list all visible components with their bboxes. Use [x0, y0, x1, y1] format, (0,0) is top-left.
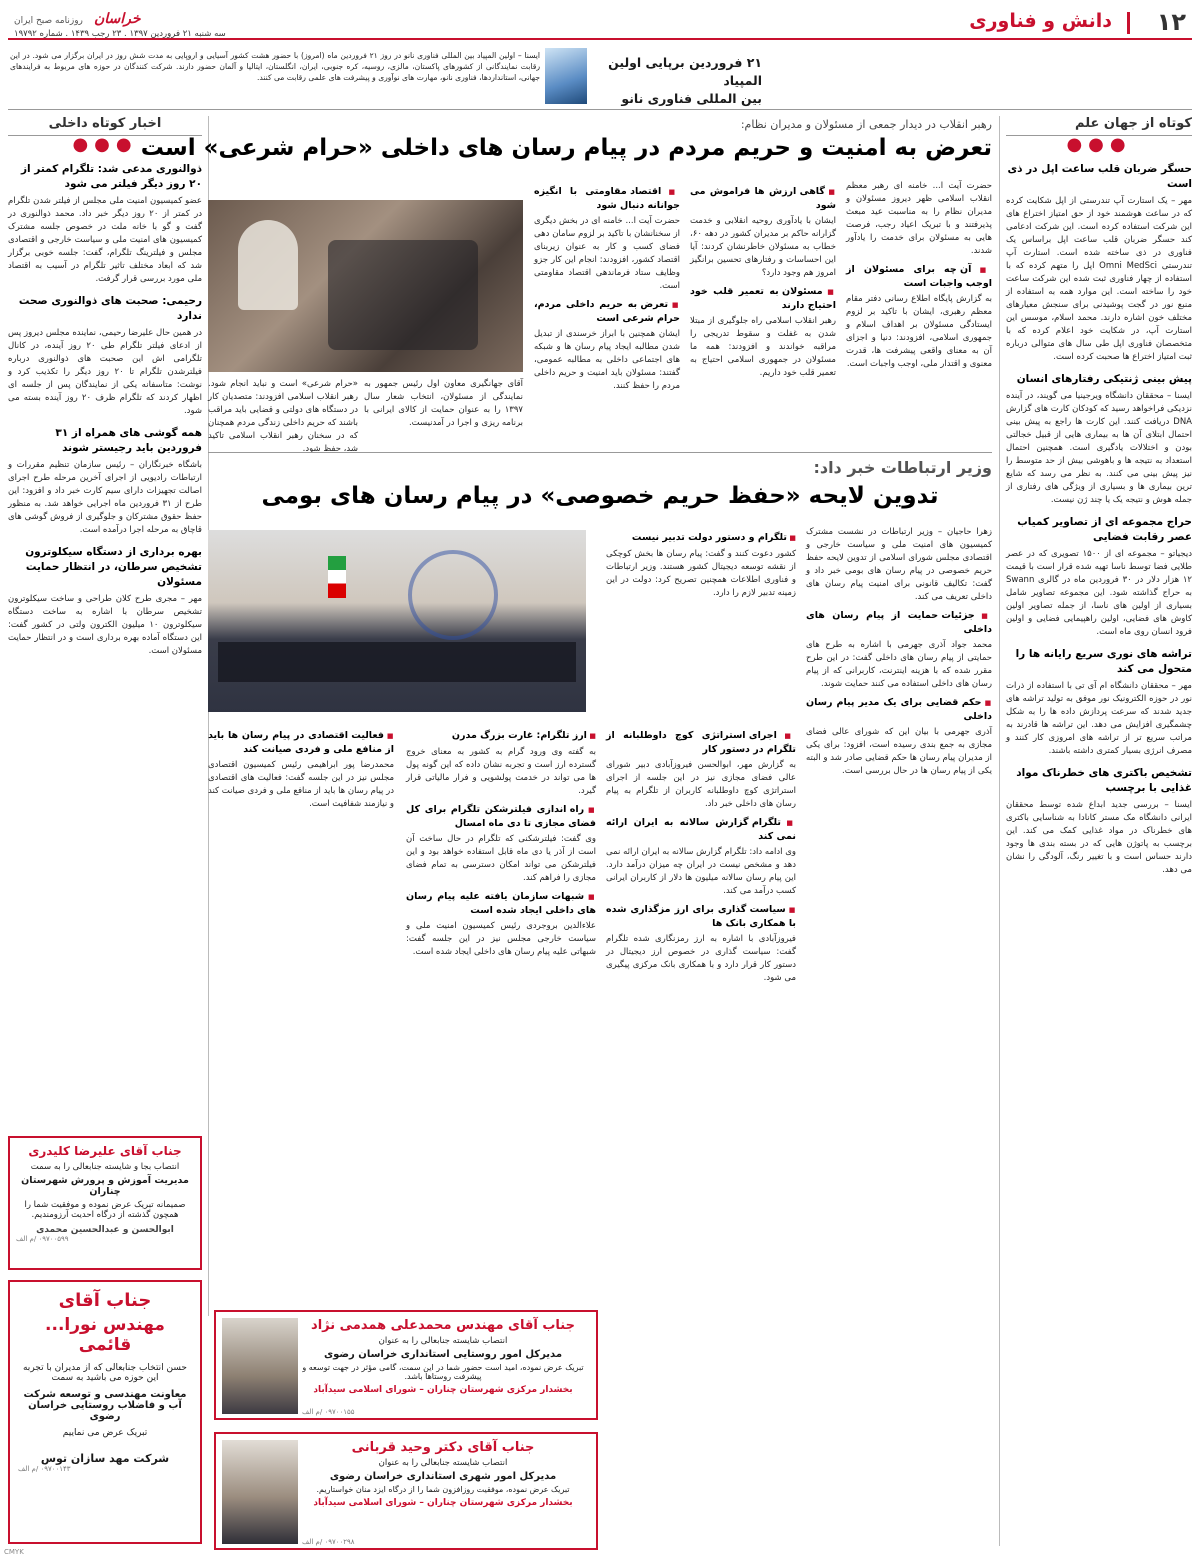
- portrait-photo: [222, 1440, 298, 1544]
- masthead: [14, 8, 254, 39]
- list-item: تراشه های نوری سریع رایانه ها را متحول می کند مهر – محققان دانشگاه ام آی تی با استفاده از ذرات نور در حوزه الکترونیک نور موفق به تولید تراشه های جدید شدند که سرعت پردازش داده ها را به شکل چشمگیری افزایش می دهد. این تراشه ها قادرند به مراتب سریع تر از تراشه های امروزی کار کنند و مصرف انرژی بسیار کمتری داشته باشند.: [1006, 648, 1192, 756]
- second-col-d: ■ تلگرام و دستور دولت تدبیر نیست کشور دعوت کنند و گفت: پیام رسان ها بخش کوچکی از نقشه توسعه دیجیتال کشور هستند. وزیر ارتباطات و فناوری اطلاعات همچنین تصریح کرد: دولت در این زمینه تدبیر لازم را دارد.: [606, 526, 796, 603]
- congrats-ad-hamdami: جناب آقای مهندس محمدعلی همدمی نژاد انتصاب شایسته جنابعالی را به عنوان مدیرکل امور روستایی استانداری خراسان رضوی تبریک عرض نموده، امید است حضور شما در این سمت، گامی مؤثر در جهت توسعه و پیشرفت روستاها باشد. بخشدار مرکزی شهرستان چناران – شورای اسلامی سیدآباد ۰۹۷۰۰۱۵۵ /م الف: [214, 1310, 598, 1420]
- science-briefs: [1006, 116, 1192, 1556]
- header-divider: [1127, 12, 1130, 34]
- second-col-e: ■ فعالیت اقتصادی در پیام رسان ها باید از منافع ملی و فردی صیانت کند محمدرضا پور ابراهیمی رئیس کمیسیون اقتصادی مجلس نیز در این جلسه گفت: فعالیت های اقتصادی در پیام رسان ها باید از منافع ملی و فردی صیانت کند و نیازمند شفافیت است.: [208, 724, 394, 1284]
- top-news-title: ۲۱ فروردین برپایی اولین المپیاد بین المللی فناوری نانو: [608, 55, 762, 106]
- science-briefs-title: کوتاه از جهان علم: [1006, 116, 1192, 136]
- domestic-briefs: [8, 116, 202, 656]
- decor-dots: ●●●: [1066, 134, 1132, 155]
- list-item: همه گوشی های همراه از ۳۱ فروردین باید رجیستر شوند باشگاه خبرنگاران – رئیس سازمان تنظیم مقررات و ارتباطات رادیویی از اجرای آخرین مرحله طرح اجرای اصالت تجهیزات دارای سیم کارت خبر داد و افزود: این طرح از ۳۱ فروردین ماه اجرایی خواهد شد. به منظور حفظ حقوق مشترکان و جلوگیری از فروش گوشی های قاچاق به مرحله اجرا درآمده است.: [8, 427, 202, 535]
- congrats-ad-ghaemi: جناب آقای مهندس نورا... قائمی حسن انتخاب جنابعالی که از مدیران با تجربه این حوزه می باشید به سمت معاونت مهندسی و توسعه شرکت آب و فاضلاب روستایی خراسان رضوی تبریک عرض می نماییم شرکت مهد سازان توس ۰۹۷۰۰۱۴۳ /م الف: [8, 1280, 202, 1544]
- lead-col-2: ■ گاهی ارزش ها فراموش می شود ایشان با یادآوری روحیه انقلابی و خدمت گزارانه حاکم بر مدیران کشور در دهه ۶۰، خطاب به مسئولان خاطرنشان کردند: آیا این احساسات و رفتارهای تحسین برانگیز امروز هم وجود دارد؟ ■ مسئولان به تعمیر قلب خود احتیاج دارند رهبر انقلاب اسلامی راه جلوگیری از مبتلا شدن به غفلت و سقوط تدریجی را مراقبه خواندند و افزودند: همه ما مسئولان در جمهوری اسلامی احتیاج به تعمیر قلب خود داریم.: [690, 180, 836, 383]
- nano-lab-photo: [545, 48, 587, 104]
- date-line: سه شنبه ۲۱ فروردین ۱۳۹۷ . ۲۳ رجب ۱۴۳۹ . شماره ۱۹۷۹۲: [14, 29, 226, 39]
- lead-kicker: رهبر انقلاب در دیدار جمعی از مسئولان و مدیران نظام:: [740, 118, 992, 131]
- lead-caption-cont: «حرام شرعی» است و نباید انجام شود. رهبر انقلاب اسلامی افزودند: متصدیان کار در دستگاه های دولتی و قضایی باید مراقب باشند که حریم داخلی زندگی مردم همچنان که در سخنان رهبر انقلاب اسلامی تاکید شد، حفظ شود.: [208, 379, 358, 454]
- paper-tagline: روزنامه صبح ایران: [14, 16, 83, 26]
- list-item: بهره برداری از دستگاه سیکلوترون تشخیص سرطان، در انتظار حمایت مسئولان مهر – مجری طرح کلان طراحی و ساخت سیکلوترون تشخیص سرطان با اشاره به ساخت دستگاه سیکلوترون ۱۰ میلیون الکترون ولتی در کشور گفت: این دستگاه آماده بهره برداری است و در انتظار حمایت مسئولان است.: [8, 546, 202, 656]
- list-item: ذوالنوری مدعی شد: تلگرام کمتر از ۲۰ روز دیگر فیلتر می شود عضو کمیسیون امنیت ملی مجلس از فیلتر شدن تلگرام در کمتر از ۲۰ روز دیگر خبر داد. محمد ذوالنوری در گفت و گو با خانه ملت در خصوص جلسه مشترک کمیسیون های امنیت ملی و سیاست خارجی و اقتصادی مجلس و فیلترینگ تلگرام، گفت: جلسه خوبی برگزار شد که ابعاد مختلف تاثیر تلگرام در آسیب به اقتصاد ملی مورد بررسی قرار گرفت.: [8, 163, 202, 284]
- leader-meeting-photo: [208, 200, 523, 372]
- lead-col-3: ■ اقتصاد مقاومتی با انگیزه جوانانه دنبال شود حضرت آیت ا... خامنه ای در بخش دیگری از سخنانشان با تاکید بر لزوم سامان دهی فضای کسب و کار به عنوان زیربنای اقتصاد کشور، افزودند: انجام این کار جزو وظایف ستاد فرماندهی اقتصاد مقاومتی است. ■ تعرض به حریم داخلی مردم، حرام شرعی است ایشان همچنین با ابراز خرسندی از تبدیل شدن مطالبه ایجاد پیام رسان ها و شبکه های اجتماعی داخلی به مطالبه عمومی، گفتند: مسئولان باید امنیت و حریم داخلی مردم را حفظ کنند.: [534, 180, 680, 396]
- ministers-meeting-photo: [208, 530, 586, 712]
- decor-dots: ●●●: [72, 134, 138, 155]
- second-col-c: ■ ارز تلگرام: غارت بزرگ مدرن به گفته وی ورود گرام به کشور به معنای خروج گسترده ارز است و تجربه نشان داده که این گونه پول ها می تواند در خدمت پولشویی و فرار مالیاتی قرار گیرد. ■ راه اندازی فیلترشکن تلگرام برای کل فضای مجازی تا دی ماه امسال وی گفت: فیلترشکنی که تلگرام در حال ساخت آن است از آذر یا دی ماه قابل استفاده خواهد بود و این فیلترشکن می تواند امکان دسترسی به تمام فضای مجازی را فراهم کند. ■ شبهات سازمان یافته علیه پیام رسان های داخلی ایجاد شده است علاءالدین بروجردی رئیس کمیسیون امنیت ملی و سیاست خارجی مجلس نیز در این جلسه گفت: شبهاتی علیه پیام رسان های داخلی ایجاد شده است.: [406, 724, 596, 1284]
- list-item: رحیمی: صحبت های ذوالنوری صحت ندارد در همین حال علیرضا رحیمی، نماینده مجلس دیروز پس از ادعای فیلتر تلگرام طی ۲۰ روز آینده، در کانال تلگرامی اش این صحبت های ذوالنوری درباره فیلترشدن تلگرام تا ۲۰ روز دیگر را تکذیب کرد و نوشت: متاسفانه یکی از نمایندگان پس از جلسه ای اظهار کردند که تلگرام ظرف ۲۰ روز آینده بسته می شود.: [8, 295, 202, 416]
- column-divider: [999, 116, 1000, 1546]
- portrait-photo: [222, 1318, 298, 1414]
- list-item: حسگر ضربان قلب ساعت اپل در ذی است مهر – یک استارت آپ تندرستی از اپل شکایت کرده که در ساعت هوشمند خود از حق امتیاز اختراع های این شرکت استفاده کرده است. این شرکت ادعامی کند حسگر ضربان قلب ساعت اپل براساس یک فناوری در ذی ساخته شده است. استارت آپ تندرستی Omni MedSci اپل را متهم کرده که با استفاده از چهار فناوری ثبت شده این شرکت ساعت خود را ساخته است. این موارد همه به استفاده از منبع نور در گجت پوشیدنی برای سنجش معیارهای مختلف خون اشاره دارند. محمد اسلام، موسس این استارت آپ، در شکایت خود اعلام کرده که با متخصصان فناوری اپل طی سال های متوالی درباره ثبت امتیاز اختراع ها صحبت کرده است.: [1006, 163, 1192, 362]
- top-news: [8, 44, 1192, 110]
- story-divider: [208, 452, 992, 453]
- list-item: تشخیص باکتری های خطرناک مواد غذایی با برچسب ایسنا – بررسی جدید ابداع شده توسط محققان ایرانی دانشگاه مک مستر کانادا به شناسایی باکتری های خطرناک در مواد غذایی کمک می کند. این برچسب به پاتوژن هایی که در بسته بندی ها وجود دارند حساس است و با تغییر رنگ، آلودگی را نشان می دهد.: [1006, 767, 1192, 875]
- lead-headline: تعرض به امنیت و حریم مردم در پیام رسان های داخلی «حرام شرعی» است: [140, 135, 992, 161]
- page-header: [8, 6, 1192, 40]
- lead-photo-caption: آقای جهانگیری معاون اول رئیس جمهور به نمایندگی از مسئولان، انتخاب شعار سال ۱۳۹۷ را به عنوان حمایت از کالای ایرانی با برنامه ریزی و اجرا در آمدنیست.: [364, 379, 523, 428]
- domestic-briefs-title: اخبار کوتاه داخلی: [8, 116, 202, 136]
- paper-name: خراسان: [94, 11, 141, 27]
- second-col-a: زهرا حاجیان – وزیر ارتباطات در نشست مشترک کمیسیون های امنیت ملی و سیاست خارجی و اقتصادی مجلس شورای اسلامی از تدوین لایحه حفظ حریم خصوصی در پیام رسان های بومی خبر داد و گفت: تکالیف قانونی برای امنیت پیام رسان های داخلی تعریف می کند. ■ جزئیات حمایت از پیام رسان های داخلی محمد جواد آذری جهرمی با اشاره به طرح های حمایتی از پیام رسان های داخلی گفت: در این طرح مقرر شده که با هزینه اینترنت، کاربرانی که از پیام رسان های داخلی استفاده می کنند حمایت شوند. ■ حکم قضایی برای یک مدیر پیام رسان داخلی آذری جهرمی با بیان این که شورای عالی فضای مجازی به جمع بندی رسیده است، افزود: برای یکی از مدیران پیام رسان ها حکم قضایی صادر شد و البته یکی از پیام رسان ها در حال بررسی است.: [806, 526, 992, 1546]
- congrats-ad-kelidari: جناب آقای علیرضا کلیدری انتصاب بجا و شایسته جنابعالی را به سمت مدیریت آموزش و پرورش شهرستان چناران صمیمانه تبریک عرض نموده و موفقیت شما را همچون گذشته از درگاه احدیت آرزومندیم. ابوالحسن و عبدالحسین محمدی ۰۹۷۰۰۵۹۹ /م الف: [8, 1136, 202, 1270]
- second-kicker: وزیر ارتباطات خبر داد:: [813, 458, 992, 477]
- lead-story: [140, 116, 992, 454]
- congrats-ad-ghorbani: جناب آقای دکتر وحید قربانی انتصاب شایسته جنابعالی را به عنوان مدیرکل امور شهری استانداری خراسان رضوی تبریک عرض نموده، موفقیت روزافزون شما را از درگاه ایزد منان خواستاریم. بخشدار مرکزی شهرستان چناران – شورای اسلامی سیدآباد ۰۹۷۰۰۲۹۸ /م الف: [214, 1432, 598, 1550]
- section-title: دانش و فناوری: [969, 10, 1112, 32]
- second-col-b: ■ اجرای استراتژی کوچ داوطلبانه از تلگرام در دستور کار به گزارش مهر، ابوالحسن فیروزآبادی دبیر شورای عالی فضای مجازی نیز در این جلسه از اجرای استراتژی کوچ داوطلبانه کاربران از تلگرام به پیام رسان های داخلی خبر داد. ■ تلگرام گزارش سالانه به ایران ارائه نمی کند وی ادامه داد: تلگرام گزارش سالانه به ایران ارائه نمی دهد و مشخص نیست در ایران چه میزان درآمد دارد. این پیام رسان سالانه میلیون ها دلار از کاربران ایرانی کسب درآمد می کند. ■ سیاست گذاری برای ارز مزگذاری شده با همکاری بانک ها فیروزآبادی با اشاره به ارز رمزنگاری شده تلگرام گفت: سیاست گذاری در خصوص ارز دیجیتال در دستور کار قرار دارد و با همکاری بانک مرکزی پیگیری می شود.: [606, 724, 796, 1554]
- lead-col-1: حضرت آیت ا... خامنه ای رهبر معظم انقلاب اسلامی ظهر دیروز مسئولان و مدیران نظام را به مناسبت عید مبعث پذیرفتند و با تبریک اعیاد رجب، فرصت هایی به مسئولان برای خدمت را یادآور شدند. ■ آن چه برای مسئولان از اوجب واجبات است به گزارش پایگاه اطلاع رسانی دفتر مقام معظم رهبری، ایشان با تاکید بر لزوم ایستادگی مسئولان بر اهداف اسلام و جمهوری اسلامی، افزودند: دنیا و اجزای آن به معنای واقعی پیشرفت ها، قدرت معنوی و اقتدار ملی، اوجب واجبات است.: [846, 180, 992, 374]
- top-news-body: ایسنا – اولین المپیاد بین المللی فناوری نانو در روز ۲۱ فروردین ماه (امروز) با حضور هشت کشور آسیایی و اروپایی به مدت شش روز در ایران برگزار می شود. در این رقابت نمایندگانی از کشورهای پاکستان، مالزی، روسیه، کره جنوبی، ایران، انگلستان، ایتالیا و آلمان حضور دارند. شرکت کنندگان در حوزه های مربوط به فرایندهای جهانی، استانداردها، فناوری نانو، مهارت های نوآوری و پیشرفت های علمی رقابت می کنند.: [10, 51, 540, 82]
- second-headline: تدوین لایحه «حفظ حریم خصوصی» در پیام رسان های بومی: [261, 483, 939, 509]
- list-item: پیش بینی ژنتیکی رفتارهای انسان ایسنا – محققان دانشگاه ویرجینیا می گویند، در آینده نزدیکی فراخواهد رسید که کودکان کارت های گزارش DNA دریافت کنند. این کارت ها راجع به پیش بینی احتمال ابتلای آن ها به بیماری هایی از قبیل خجالتی بودن و اختلالات یادگیری است. همچنین احتمال استعداد به نتیجه ها و باهوشی بیش از حد متوسط را نیز پیش بینی می کنند. به نظر می رسد که شایع ترین بیماری ها و بسیاری از ویژگی های رفتاری از جمله هوش و نتیجه یک یا چند ژن نیست.: [1006, 373, 1192, 505]
- page-number: ۱۲: [1156, 8, 1186, 36]
- cmyk-mark: CMYK: [4, 1548, 24, 1556]
- science-brief-list: [1006, 162, 1192, 877]
- list-item: حراج مجموعه ای از تصاویر کمیاب عصر رقابت فضایی دیجیاتو – مجموعه ای از ۱۵۰۰ تصویری که در عصر طلایی فضا توسط ناسا تهیه شده قرار است با قیمت ۱۲ هزار دلار در ۳۰ فروردین ماه در گالری Swann به حراج گذاشته شود. این مجموعه تصاویر شامل بسیاری از اولین های ناسا، از جمله تصاویر اولین کاوش های فضایی، اولین راهپیمایی فضایی و اولین فرود انسان روی ماه است.: [1006, 516, 1192, 637]
